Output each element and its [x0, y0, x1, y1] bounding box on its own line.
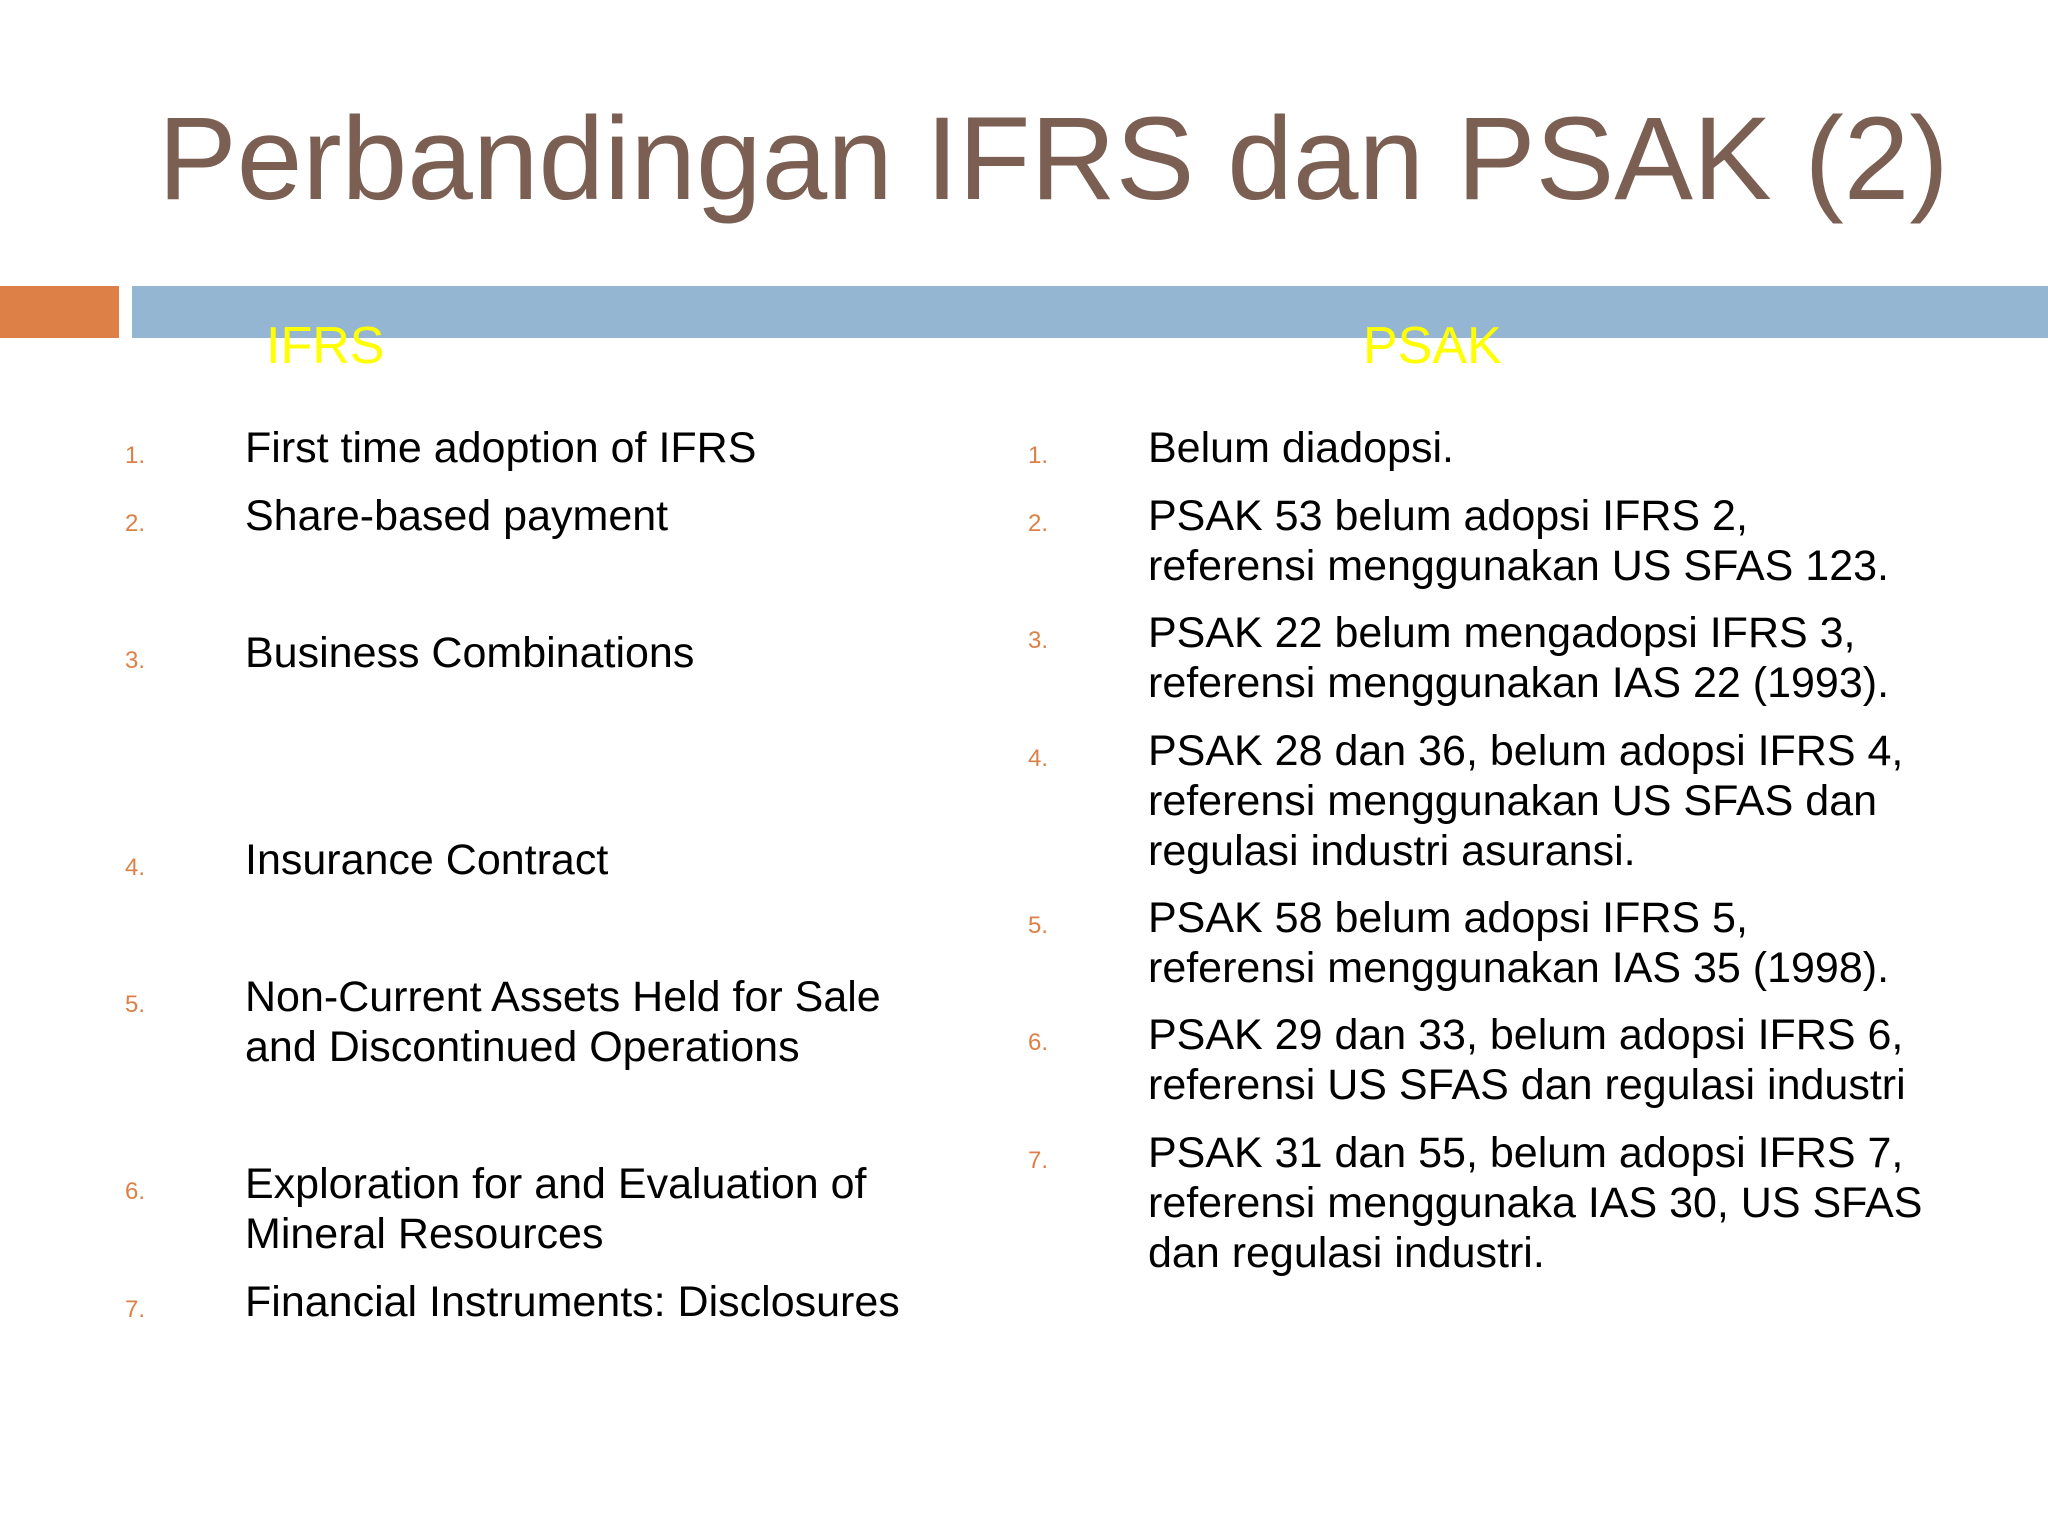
list-number: 6. — [1028, 1029, 1049, 1056]
list-text: PSAK 22 belum mengadopsi IFRS 3, referensi menggunakan IAS 22 (1993). — [1148, 609, 1890, 707]
psak-column-header: PSAK — [1363, 317, 1502, 375]
accent-bar-blue — [132, 286, 2048, 338]
list-number: 2. — [125, 510, 146, 537]
list-number: 7. — [1028, 1147, 1049, 1174]
list-number: 5. — [1028, 912, 1049, 939]
list-text: First time adoption of IFRS — [245, 424, 757, 472]
list-number: 4. — [1028, 745, 1049, 772]
list-number: 1. — [1028, 442, 1049, 469]
list-text: PSAK 31 dan 55, belum adopsi IFRS 7, referensi menggunaka IAS 30, US SFAS dan regulasi industri. — [1148, 1129, 1923, 1277]
list-text: Insurance Contract — [245, 836, 609, 884]
list-number: 4. — [125, 854, 146, 881]
list-text: Share-based payment — [245, 492, 669, 540]
list-text: PSAK 28 dan 36, belum adopsi IFRS 4, referensi menggunakan US SFAS dan regulasi industri asuransi. — [1148, 727, 1904, 875]
list-text: Exploration for and Evaluation of Mineral Resources — [245, 1160, 867, 1258]
list-number: 6. — [125, 1178, 146, 1205]
slide-title: Perbandingan IFRS dan PSAK (2) — [158, 93, 1949, 225]
list-number: 1. — [125, 442, 146, 469]
list-text: Financial Instruments: Disclosures — [245, 1278, 900, 1326]
list-number: 3. — [125, 647, 146, 674]
list-text: Business Combinations — [245, 629, 695, 677]
list-text: PSAK 53 belum adopsi IFRS 2, referensi menggunakan US SFAS 123. — [1148, 492, 1889, 590]
list-text: Non-Current Assets Held for Sale and Discontinued Operations — [245, 973, 881, 1071]
list-number: 2. — [1028, 510, 1049, 537]
list-number: 7. — [125, 1296, 146, 1323]
list-text: PSAK 29 dan 33, belum adopsi IFRS 6, referensi US SFAS dan regulasi industri — [1148, 1011, 1906, 1109]
list-text: Belum diadopsi. — [1148, 424, 1454, 472]
ifrs-column-header: IFRS — [266, 317, 385, 375]
list-text: PSAK 58 belum adopsi IFRS 5, referensi menggunakan IAS 35 (1998). — [1148, 894, 1890, 992]
list-number: 3. — [1028, 627, 1049, 654]
accent-bar-orange — [0, 286, 119, 338]
list-number: 5. — [125, 991, 146, 1018]
